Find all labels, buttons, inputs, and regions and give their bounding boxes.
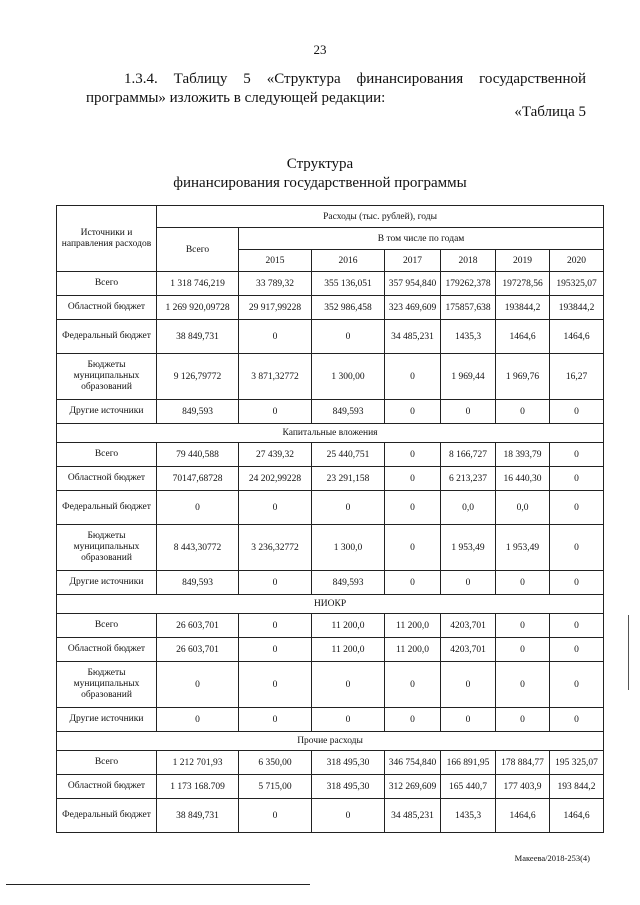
cell-total: 26 603,701 xyxy=(157,614,239,638)
cell-year-value: 0 xyxy=(496,638,550,662)
table-row xyxy=(57,320,604,354)
cell-year-value: 3 236,32772 xyxy=(239,525,312,571)
cell-year-value: 165 440,7 xyxy=(441,775,496,799)
cell-year-value: 4203,701 xyxy=(441,638,496,662)
cell-year-value: 0 xyxy=(496,400,550,424)
row-label: Бюджеты муниципальных образований xyxy=(57,525,157,571)
table-row xyxy=(57,525,604,571)
cell-year-value: 193844,2 xyxy=(550,296,604,320)
cell-year-value: 0 xyxy=(385,525,441,571)
cell-year-value: 0 xyxy=(385,467,441,491)
cell-year-value: 0 xyxy=(550,614,604,638)
cell-total: 26 603,701 xyxy=(157,638,239,662)
cell-year-value: 0 xyxy=(385,354,441,400)
document-code: Макеева/2018-253(4) xyxy=(514,853,590,863)
header-year: 2018 xyxy=(441,250,496,272)
cell-year-value: 0 xyxy=(550,443,604,467)
row-label: Всего xyxy=(57,614,157,638)
cell-year-value: 25 440,751 xyxy=(312,443,385,467)
cell-year-value: 24 202,99228 xyxy=(239,467,312,491)
cell-year-value: 11 200,0 xyxy=(312,614,385,638)
margin-mark xyxy=(628,615,629,690)
header-expenses: Расходы (тыс. рублей), годы xyxy=(157,206,604,228)
cell-year-value: 0 xyxy=(239,799,312,833)
cell-year-value: 1 969,44 xyxy=(441,354,496,400)
table-reference: «Таблица 5 xyxy=(514,104,586,120)
cell-year-value: 0 xyxy=(496,708,550,732)
section-row xyxy=(57,595,604,614)
table-row xyxy=(57,467,604,491)
cell-year-value: 0 xyxy=(441,708,496,732)
header-year: 2015 xyxy=(239,250,312,272)
cell-year-value: 849,593 xyxy=(312,571,385,595)
cell-year-value: 0 xyxy=(550,525,604,571)
cell-year-value: 346 754,840 xyxy=(385,751,441,775)
table-body xyxy=(57,272,604,833)
cell-year-value: 27 439,32 xyxy=(239,443,312,467)
row-label: Областной бюджет xyxy=(57,638,157,662)
cell-year-value: 0 xyxy=(239,571,312,595)
header-row-1 xyxy=(57,206,604,228)
cell-year-value: 1464,6 xyxy=(550,320,604,354)
cell-year-value: 11 200,0 xyxy=(385,614,441,638)
cell-year-value: 6 213,237 xyxy=(441,467,496,491)
cell-year-value: 0 xyxy=(496,614,550,638)
financing-structure-table xyxy=(56,205,604,833)
cell-year-value: 178 884,77 xyxy=(496,751,550,775)
cell-year-value: 0 xyxy=(312,708,385,732)
cell-year-value: 0 xyxy=(385,708,441,732)
cell-year-value: 357 954,840 xyxy=(385,272,441,296)
row-label: Другие источники xyxy=(57,400,157,424)
cell-year-value: 11 200,0 xyxy=(385,638,441,662)
cell-year-value: 0 xyxy=(550,571,604,595)
table-row xyxy=(57,775,604,799)
cell-year-value: 1 953,49 xyxy=(496,525,550,571)
section-row xyxy=(57,732,604,751)
cell-year-value: 0 xyxy=(239,662,312,708)
cell-year-value: 352 986,458 xyxy=(312,296,385,320)
cell-year-value: 849,593 xyxy=(312,400,385,424)
table-row xyxy=(57,272,604,296)
cell-year-value: 29 917,99228 xyxy=(239,296,312,320)
cell-year-value: 1435,3 xyxy=(441,320,496,354)
cell-year-value: 1 300,0 xyxy=(312,525,385,571)
row-label: Областной бюджет xyxy=(57,467,157,491)
cell-year-value: 0,0 xyxy=(441,491,496,525)
amendment-paragraph: 1.3.4. Таблицу 5 «Структура финансирования государственной программы» изложить в следующей редакции: xyxy=(86,71,586,106)
cell-total: 79 440,588 xyxy=(157,443,239,467)
cell-year-value: 1464,6 xyxy=(550,799,604,833)
cell-year-value: 0,0 xyxy=(496,491,550,525)
cell-year-value: 195 325,07 xyxy=(550,751,604,775)
cell-year-value: 197278,56 xyxy=(496,272,550,296)
cell-total: 0 xyxy=(157,662,239,708)
cell-total: 8 443,30772 xyxy=(157,525,239,571)
table-row xyxy=(57,662,604,708)
cell-total: 849,593 xyxy=(157,400,239,424)
cell-year-value: 318 495,30 xyxy=(312,751,385,775)
table-row xyxy=(57,638,604,662)
cell-year-value: 0 xyxy=(550,662,604,708)
cell-year-value: 33 789,32 xyxy=(239,272,312,296)
cell-year-value: 1464,6 xyxy=(496,320,550,354)
cell-year-value: 0 xyxy=(385,400,441,424)
cell-year-value: 323 469,609 xyxy=(385,296,441,320)
table-row xyxy=(57,400,604,424)
cell-year-value: 195325,07 xyxy=(550,272,604,296)
cell-year-value: 355 136,051 xyxy=(312,272,385,296)
row-label: Всего xyxy=(57,751,157,775)
cell-year-value: 193 844,2 xyxy=(550,775,604,799)
cell-year-value: 34 485,231 xyxy=(385,799,441,833)
cell-year-value: 0 xyxy=(550,638,604,662)
cell-year-value: 34 485,231 xyxy=(385,320,441,354)
cell-total: 1 173 168.709 xyxy=(157,775,239,799)
table-row xyxy=(57,799,604,833)
cell-total: 9 126,79772 xyxy=(157,354,239,400)
cell-year-value: 0 xyxy=(496,662,550,708)
cell-year-value: 0 xyxy=(239,491,312,525)
row-label: Бюджеты муниципальных образований xyxy=(57,354,157,400)
header-year: 2017 xyxy=(385,250,441,272)
cell-year-value: 0 xyxy=(312,320,385,354)
row-label: Другие источники xyxy=(57,708,157,732)
cell-total: 849,593 xyxy=(157,571,239,595)
cell-year-value: 0 xyxy=(312,799,385,833)
table-row xyxy=(57,708,604,732)
cell-year-value: 318 495,30 xyxy=(312,775,385,799)
row-label: Другие источники xyxy=(57,571,157,595)
cell-year-value: 177 403,9 xyxy=(496,775,550,799)
cell-year-value: 4203,701 xyxy=(441,614,496,638)
table-row xyxy=(57,751,604,775)
cell-year-value: 0 xyxy=(312,662,385,708)
cell-year-value: 0 xyxy=(385,571,441,595)
cell-total: 38 849,731 xyxy=(157,799,239,833)
section-row xyxy=(57,424,604,443)
header-year: 2019 xyxy=(496,250,550,272)
table-title-line-2: финансирования государственной программы xyxy=(173,175,467,191)
header-total: Всего xyxy=(157,228,239,272)
cell-year-value: 1 300,00 xyxy=(312,354,385,400)
cell-total: 38 849,731 xyxy=(157,320,239,354)
cell-total: 1 318 746,219 xyxy=(157,272,239,296)
cell-total: 0 xyxy=(157,491,239,525)
cell-year-value: 0 xyxy=(239,638,312,662)
cell-total: 70147,68728 xyxy=(157,467,239,491)
cell-year-value: 1464,6 xyxy=(496,799,550,833)
table-title xyxy=(0,155,640,193)
cell-year-value: 11 200,0 xyxy=(312,638,385,662)
cell-year-value: 8 166,727 xyxy=(441,443,496,467)
cell-year-value: 5 715,00 xyxy=(239,775,312,799)
cell-total: 0 xyxy=(157,708,239,732)
table-row xyxy=(57,614,604,638)
cell-year-value: 175857,638 xyxy=(441,296,496,320)
table-row xyxy=(57,354,604,400)
section-label: НИОКР xyxy=(57,595,604,614)
row-label: Федеральный бюджет xyxy=(57,799,157,833)
section-label: Капитальные вложения xyxy=(57,424,604,443)
cell-year-value: 18 393,79 xyxy=(496,443,550,467)
table-row xyxy=(57,443,604,467)
cell-year-value: 0 xyxy=(441,571,496,595)
cell-year-value: 16 440,30 xyxy=(496,467,550,491)
header-year: 2016 xyxy=(312,250,385,272)
cell-year-value: 166 891,95 xyxy=(441,751,496,775)
cell-year-value: 0 xyxy=(441,662,496,708)
table-row xyxy=(57,296,604,320)
row-label: Всего xyxy=(57,272,157,296)
cell-year-value: 1 969,76 xyxy=(496,354,550,400)
cell-year-value: 1 953,49 xyxy=(441,525,496,571)
cell-year-value: 0 xyxy=(441,400,496,424)
cell-year-value: 0 xyxy=(312,491,385,525)
cell-total: 1 212 701,93 xyxy=(157,751,239,775)
cell-year-value: 23 291,158 xyxy=(312,467,385,491)
header-by-years: В том числе по годам xyxy=(239,228,604,250)
row-label: Областной бюджет xyxy=(57,775,157,799)
cell-year-value: 193844,2 xyxy=(496,296,550,320)
cell-year-value: 0 xyxy=(550,400,604,424)
header-year: 2020 xyxy=(550,250,604,272)
cell-year-value: 0 xyxy=(550,467,604,491)
row-label: Областной бюджет xyxy=(57,296,157,320)
header-source-column: Источники и направления расходов xyxy=(57,206,157,272)
cell-year-value: 0 xyxy=(239,708,312,732)
table-title-line-1: Структура xyxy=(286,156,354,172)
row-label: Федеральный бюджет xyxy=(57,491,157,525)
cell-year-value: 6 350,00 xyxy=(239,751,312,775)
cell-year-value: 0 xyxy=(385,491,441,525)
table-row xyxy=(57,571,604,595)
cell-year-value: 179262,378 xyxy=(441,272,496,296)
cell-year-value: 0 xyxy=(550,708,604,732)
cell-total: 1 269 920,09728 xyxy=(157,296,239,320)
section-label: Прочие расходы xyxy=(57,732,604,751)
cell-year-value: 0 xyxy=(385,662,441,708)
table-row xyxy=(57,491,604,525)
cell-year-value: 3 871,32772 xyxy=(239,354,312,400)
cell-year-value: 0 xyxy=(239,320,312,354)
page-number: 23 xyxy=(313,42,327,57)
row-label: Бюджеты муниципальных образований xyxy=(57,662,157,708)
cell-year-value: 0 xyxy=(239,400,312,424)
cell-year-value: 0 xyxy=(385,443,441,467)
cell-year-value: 0 xyxy=(550,491,604,525)
cell-year-value: 16,27 xyxy=(550,354,604,400)
cell-year-value: 312 269,609 xyxy=(385,775,441,799)
cell-year-value: 0 xyxy=(239,614,312,638)
cell-year-value: 0 xyxy=(496,571,550,595)
row-label: Всего xyxy=(57,443,157,467)
footer-rule xyxy=(6,884,310,885)
row-label: Федеральный бюджет xyxy=(57,320,157,354)
cell-year-value: 1435,3 xyxy=(441,799,496,833)
